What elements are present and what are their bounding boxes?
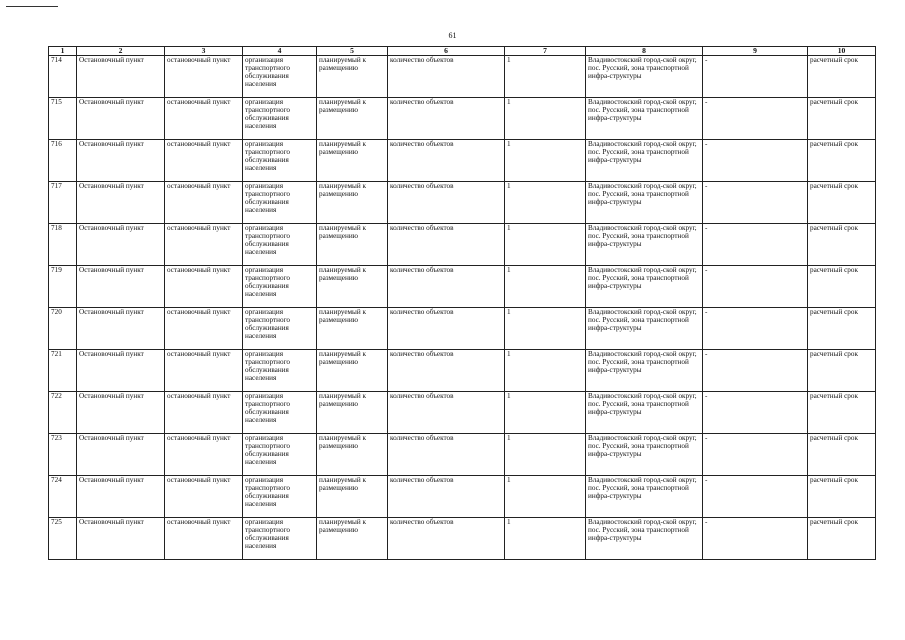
table-row (49, 350, 876, 392)
object-name-cell: Остановочный пункт (77, 182, 165, 224)
measure-value-cell: 1 (505, 98, 586, 140)
header-row (49, 47, 876, 56)
object-purpose-cell: организация транспортного обслуживания населения (243, 308, 317, 350)
implementation-term-cell: расчетный срок (808, 434, 876, 476)
object-name-cell: Остановочный пункт (77, 476, 165, 518)
measure-name-cell: количество объектов (388, 98, 505, 140)
row-number-cell: 719 (49, 266, 77, 308)
implementation-term-cell: расчетный срок (808, 308, 876, 350)
location-cell: Владивостокский город-ской округ, пос. Русский, зона транспортной инфра-структуры (586, 434, 703, 476)
table-row (49, 224, 876, 266)
implementation-term-cell: расчетный срок (808, 98, 876, 140)
measure-value-cell: 1 (505, 350, 586, 392)
location-cell: Владивостокский город-ской округ, пос. Русский, зона транспортной инфра-структуры (586, 98, 703, 140)
implementation-term-cell: расчетный срок (808, 476, 876, 518)
object-type-cell: остановочный пункт (165, 56, 243, 98)
protection-zone-cell: - (703, 392, 808, 434)
object-name-cell: Остановочный пункт (77, 434, 165, 476)
measure-value-cell: 1 (505, 224, 586, 266)
object-name-cell: Остановочный пункт (77, 518, 165, 560)
row-number-cell: 723 (49, 434, 77, 476)
table-row (49, 98, 876, 140)
object-type-cell: остановочный пункт (165, 308, 243, 350)
object-type-cell: остановочный пункт (165, 140, 243, 182)
location-cell: Владивостокский город-ской округ, пос. Русский, зона транспортной инфра-структуры (586, 518, 703, 560)
protection-zone-cell: - (703, 434, 808, 476)
column-header-4: 4 (243, 47, 317, 56)
object-status-cell: планируемый к размещению (317, 392, 388, 434)
corner-rule (6, 6, 58, 7)
protection-zone-cell: - (703, 224, 808, 266)
location-cell: Владивостокский город-ской округ, пос. Русский, зона транспортной инфра-структуры (586, 140, 703, 182)
object-status-cell: планируемый к размещению (317, 518, 388, 560)
column-header-7: 7 (505, 47, 586, 56)
object-name-cell: Остановочный пункт (77, 308, 165, 350)
measure-value-cell: 1 (505, 56, 586, 98)
table-row (49, 392, 876, 434)
object-purpose-cell: организация транспортного обслуживания населения (243, 434, 317, 476)
measure-value-cell: 1 (505, 392, 586, 434)
column-header-8: 8 (586, 47, 703, 56)
object-type-cell: остановочный пункт (165, 182, 243, 224)
measure-name-cell: количество объектов (388, 266, 505, 308)
row-number-cell: 718 (49, 224, 77, 266)
protection-zone-cell: - (703, 308, 808, 350)
table-row (49, 476, 876, 518)
table-row (49, 140, 876, 182)
page-number: 61 (448, 31, 457, 40)
object-name-cell: Остановочный пункт (77, 98, 165, 140)
object-name-cell: Остановочный пункт (77, 392, 165, 434)
implementation-term-cell: расчетный срок (808, 392, 876, 434)
table-row (49, 518, 876, 560)
measure-name-cell: количество объектов (388, 434, 505, 476)
measure-name-cell: количество объектов (388, 56, 505, 98)
object-purpose-cell: организация транспортного обслуживания населения (243, 350, 317, 392)
measure-value-cell: 1 (505, 518, 586, 560)
object-name-cell: Остановочный пункт (77, 140, 165, 182)
column-header-5: 5 (317, 47, 388, 56)
measure-name-cell: количество объектов (388, 182, 505, 224)
object-status-cell: планируемый к размещению (317, 98, 388, 140)
object-purpose-cell: организация транспортного обслуживания населения (243, 140, 317, 182)
column-header-2: 2 (77, 47, 165, 56)
object-purpose-cell: организация транспортного обслуживания населения (243, 518, 317, 560)
row-number-cell: 714 (49, 56, 77, 98)
implementation-term-cell: расчетный срок (808, 518, 876, 560)
implementation-term-cell: расчетный срок (808, 140, 876, 182)
object-name-cell: Остановочный пункт (77, 266, 165, 308)
object-purpose-cell: организация транспортного обслуживания населения (243, 182, 317, 224)
measure-name-cell: количество объектов (388, 140, 505, 182)
object-purpose-cell: организация транспортного обслуживания населения (243, 56, 317, 98)
object-status-cell: планируемый к размещению (317, 56, 388, 98)
protection-zone-cell: - (703, 350, 808, 392)
object-status-cell: планируемый к размещению (317, 350, 388, 392)
measure-name-cell: количество объектов (388, 476, 505, 518)
column-header-9: 9 (703, 47, 808, 56)
row-number-cell: 720 (49, 308, 77, 350)
protection-zone-cell: - (703, 140, 808, 182)
object-type-cell: остановочный пункт (165, 350, 243, 392)
row-number-cell: 722 (49, 392, 77, 434)
object-type-cell: остановочный пункт (165, 518, 243, 560)
object-name-cell: Остановочный пункт (77, 350, 165, 392)
location-cell: Владивостокский город-ской округ, пос. Русский, зона транспортной инфра-структуры (586, 224, 703, 266)
column-header-6: 6 (388, 47, 505, 56)
table-body (49, 56, 876, 560)
row-number-cell: 717 (49, 182, 77, 224)
row-number-cell: 721 (49, 350, 77, 392)
table-row (49, 56, 876, 98)
protection-zone-cell: - (703, 98, 808, 140)
column-header-1: 1 (49, 47, 77, 56)
protection-zone-cell: - (703, 182, 808, 224)
object-type-cell: остановочный пункт (165, 476, 243, 518)
protection-zone-cell: - (703, 476, 808, 518)
object-status-cell: планируемый к размещению (317, 266, 388, 308)
implementation-term-cell: расчетный срок (808, 182, 876, 224)
row-number-cell: 716 (49, 140, 77, 182)
object-type-cell: остановочный пункт (165, 434, 243, 476)
location-cell: Владивостокский город-ской округ, пос. Русский, зона транспортной инфра-структуры (586, 56, 703, 98)
object-status-cell: планируемый к размещению (317, 434, 388, 476)
object-purpose-cell: организация транспортного обслуживания населения (243, 266, 317, 308)
column-header-3: 3 (165, 47, 243, 56)
measure-name-cell: количество объектов (388, 350, 505, 392)
object-type-cell: остановочный пункт (165, 98, 243, 140)
implementation-term-cell: расчетный срок (808, 350, 876, 392)
table-row (49, 308, 876, 350)
objects-table (48, 46, 876, 560)
location-cell: Владивостокский город-ской округ, пос. Русский, зона транспортной инфра-структуры (586, 308, 703, 350)
object-name-cell: Остановочный пункт (77, 224, 165, 266)
column-header-10: 10 (808, 47, 876, 56)
object-purpose-cell: организация транспортного обслуживания населения (243, 392, 317, 434)
implementation-term-cell: расчетный срок (808, 266, 876, 308)
row-number-cell: 724 (49, 476, 77, 518)
object-status-cell: планируемый к размещению (317, 182, 388, 224)
location-cell: Владивостокский город-ской округ, пос. Русский, зона транспортной инфра-структуры (586, 392, 703, 434)
object-status-cell: планируемый к размещению (317, 476, 388, 518)
protection-zone-cell: - (703, 518, 808, 560)
implementation-term-cell: расчетный срок (808, 224, 876, 266)
row-number-cell: 715 (49, 98, 77, 140)
row-number-cell: 725 (49, 518, 77, 560)
object-type-cell: остановочный пункт (165, 266, 243, 308)
object-status-cell: планируемый к размещению (317, 140, 388, 182)
location-cell: Владивостокский город-ской округ, пос. Русский, зона транспортной инфра-структуры (586, 266, 703, 308)
measure-value-cell: 1 (505, 308, 586, 350)
implementation-term-cell: расчетный срок (808, 56, 876, 98)
location-cell: Владивостокский город-ской округ, пос. Русский, зона транспортной инфра-структуры (586, 182, 703, 224)
table-row (49, 266, 876, 308)
measure-value-cell: 1 (505, 140, 586, 182)
object-name-cell: Остановочный пункт (77, 56, 165, 98)
measure-value-cell: 1 (505, 434, 586, 476)
location-cell: Владивостокский город-ской округ, пос. Русский, зона транспортной инфра-структуры (586, 350, 703, 392)
object-type-cell: остановочный пункт (165, 392, 243, 434)
measure-value-cell: 1 (505, 476, 586, 518)
measure-value-cell: 1 (505, 266, 586, 308)
measure-name-cell: количество объектов (388, 392, 505, 434)
table-row (49, 182, 876, 224)
location-cell: Владивостокский город-ской округ, пос. Русский, зона транспортной инфра-структуры (586, 476, 703, 518)
object-status-cell: планируемый к размещению (317, 308, 388, 350)
object-type-cell: остановочный пункт (165, 224, 243, 266)
measure-name-cell: количество объектов (388, 518, 505, 560)
table-row (49, 434, 876, 476)
protection-zone-cell: - (703, 56, 808, 98)
measure-value-cell: 1 (505, 182, 586, 224)
measure-name-cell: количество объектов (388, 224, 505, 266)
object-purpose-cell: организация транспортного обслуживания населения (243, 224, 317, 266)
object-purpose-cell: организация транспортного обслуживания населения (243, 98, 317, 140)
protection-zone-cell: - (703, 266, 808, 308)
measure-name-cell: количество объектов (388, 308, 505, 350)
object-purpose-cell: организация транспортного обслуживания населения (243, 476, 317, 518)
object-status-cell: планируемый к размещению (317, 224, 388, 266)
